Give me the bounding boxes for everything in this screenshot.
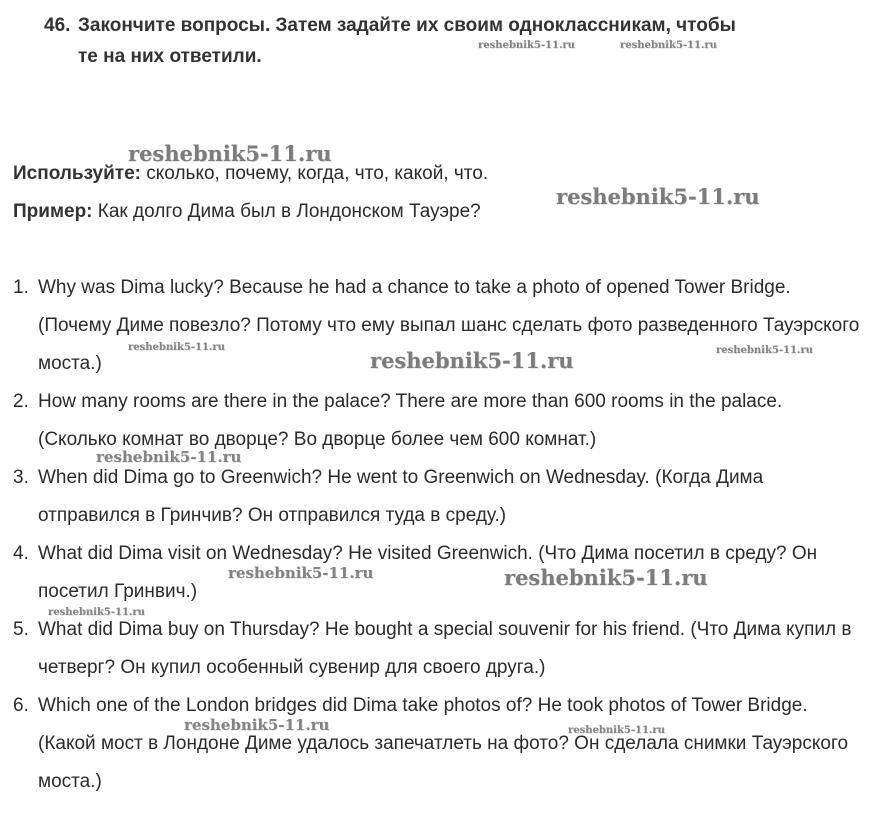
answer-item-3 — [13, 459, 863, 535]
task-title-line-2: те на них ответили. — [78, 46, 262, 67]
answer-number: 2. — [13, 391, 29, 412]
answer-number: 1. — [13, 277, 29, 298]
answer-item-6 — [13, 687, 863, 801]
answer-number: 5. — [13, 619, 29, 640]
watermark: reshebnik5-11.ru — [184, 716, 330, 734]
task-title — [44, 10, 864, 72]
answer-text: How many rooms are there in the palace? There are more than 600 rooms in the palace. (Сколько комнат во дворце? Во дворце более чем 600 комнат.) — [38, 391, 783, 450]
answer-text: Why was Dima lucky? Because he had a chance to take a photo of opened Tower Bridge. (Почему Диме повезло? Потому что ему выпал шанс сделать фото разведенного Тауэрского моста.) — [38, 277, 860, 374]
answer-text: What did Dima visit on Wednesday? He visited Greenwich. (Что Дима посетил в среду? Он посетил Гринвич.) — [38, 543, 818, 602]
watermark: reshebnik5-11.ru — [128, 141, 332, 166]
answer-number: 6. — [13, 695, 29, 716]
watermark: reshebnik5-11.ru — [478, 40, 575, 51]
watermark: reshebnik5-11.ru — [716, 345, 813, 356]
task-number: 46. — [44, 15, 71, 36]
use-words: сколько, почему, когда, что, какой, что. — [141, 163, 489, 184]
watermark: reshebnik5-11.ru — [370, 348, 574, 373]
watermark: reshebnik5-11.ru — [504, 565, 708, 590]
answer-number: 3. — [13, 467, 29, 488]
watermark: reshebnik5-11.ru — [48, 607, 145, 618]
watermark: reshebnik5-11.ru — [228, 564, 374, 582]
watermark: reshebnik5-11.ru — [556, 184, 760, 209]
task-title-line-1: Закончите вопросы. Затем задайте их своим одноклассникам, чтобы — [78, 15, 736, 36]
watermark: reshebnik5-11.ru — [96, 448, 242, 466]
use-label: Используйте: — [13, 163, 141, 184]
answer-text: Which one of the London bridges did Dima take photos of? He took photos of Tower Bridge. (Какой мост в Лондоне Диме удалось запечатлеть на фото? Он сделала снимки Тауэрского моста.) — [38, 695, 849, 792]
answer-text: When did Dima go to Greenwich? He went to Greenwich on Wednesday. (Когда Дима отправился в Гринчив? Он отправился туда в среду.) — [38, 467, 764, 526]
answer-item-4 — [13, 535, 863, 611]
watermark: reshebnik5-11.ru — [128, 342, 225, 353]
watermark: reshebnik5-11.ru — [568, 725, 665, 736]
answer-item-5 — [13, 611, 863, 687]
example-label: Пример: — [13, 201, 93, 222]
watermark: reshebnik5-11.ru — [620, 40, 717, 51]
example-text: Как долго Дима был в Лондонском Тауэре? — [92, 201, 481, 222]
answer-text: What did Dima buy on Thursday? He bought a special souvenir for his friend. (Что Дима купил в четверг? Он купил особенный сувенир для своего друга.) — [38, 619, 852, 678]
answer-number: 4. — [13, 543, 29, 564]
